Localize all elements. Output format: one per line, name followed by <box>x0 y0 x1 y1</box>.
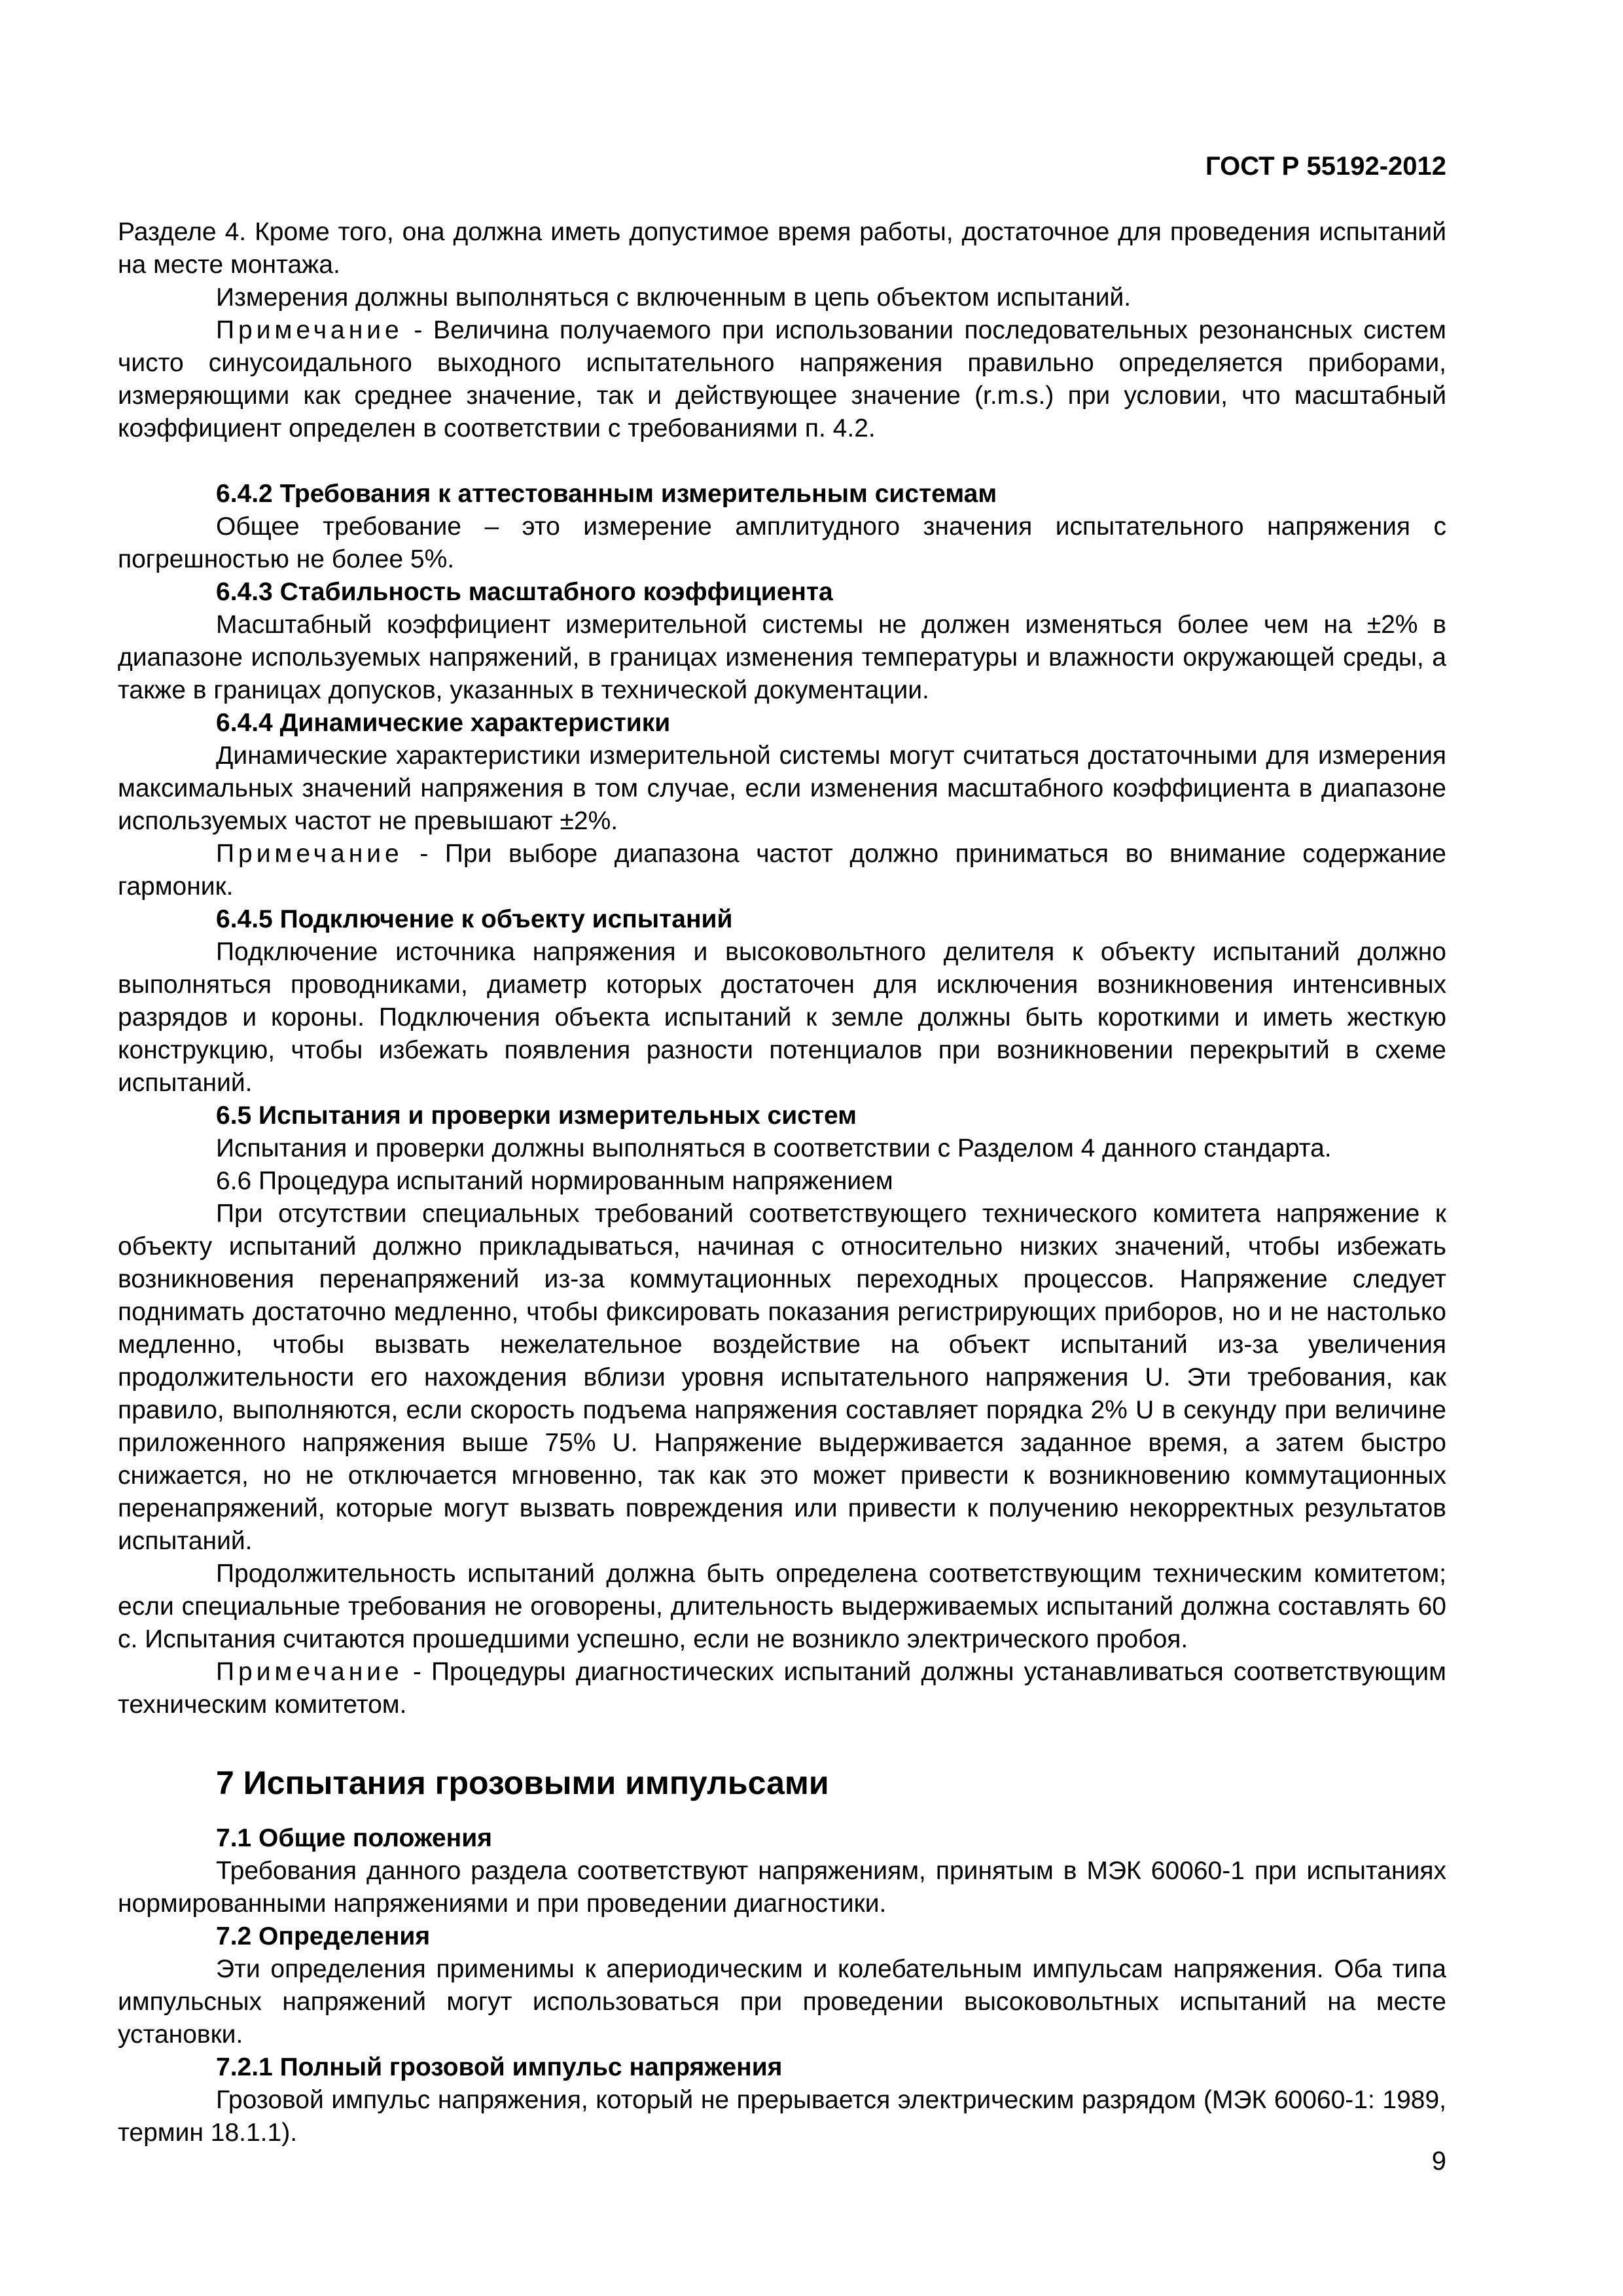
paragraph-7-2: Эти определения применимы к апериодическим и колебательным импульсам напряжения. Оба типа импульсных напряжений могут использоваться при проведении высоковольтных испытаний на месте установки. <box>118 1955 1446 2049</box>
paragraph-continuation: Разделе 4. Кроме того, она должна иметь допустимое время работы, достаточное для проведения испытаний на месте монтажа. <box>118 218 1446 279</box>
heading-6-4-5: 6.4.5 Подключение к объекту испытаний <box>216 905 733 933</box>
paragraph-6-6-procedure: При отсутствии специальных требований соответствующего технического комитета напряжение к объекту испытаний должно прикладываться, начиная с относительно низких значений, чтобы избежать возникновения перенапряжений из-за коммутационных переходных процессов. Напряжение следует поднимать достаточно медленно, чтобы фиксировать показания регистрирующих приборов, но и не настолько медленно, чтобы вызвать нежелательное воздействие на объект испытаний из-за увеличения продолжительности его нахождения вблизи уровня испытательного напряжения U. Эти требования, как правило, выполняются, если скорость подъема напряжения составляет порядка 2% U в секунду при величине приложенного напряжения выше 75% U. Напряжение выдерживается заданное время, а затем быстро снижается, но не отключается мгновенно, так как это может привести к возникновению коммутационных перенапряжений, которые могут вызвать повреждения или привести к получению некорректных результатов испытаний. <box>118 1200 1446 1555</box>
page-number: 9 <box>1431 2147 1446 2176</box>
paragraph-measurement: Измерения должны выполняться с включенным в цепь объектом испытаний. <box>216 283 1132 312</box>
note-text: - Величина получаемого при использовании последовательных резонансных систем чисто синусоидального выходного испытательного напряжения правильно определяется приборами, измеряющими как среднее значение, так и действующее значение (r.m.s.) при условии, что масштабный коэффициент определен в соответствии с требованиями п. 4.2. <box>118 316 1446 442</box>
note-label: Примечание <box>216 1658 403 1686</box>
heading-7-1: 7.1 Общие положения <box>216 1824 492 1852</box>
section-heading-7: 7 Испытания грозовыми импульсами <box>216 1765 829 1801</box>
heading-6-5: 6.5 Испытания и проверки измерительных систем <box>216 1102 857 1130</box>
paragraph-6-4-5: Подключение источника напряжения и высоковольтного делителя к объекту испытаний должно выполняться проводниками, диаметр которых достаточен для исключения возникновения интенсивных разрядов и короны. Подключения объекта испытаний к земле должны быть короткими и иметь жесткую конструкцию, чтобы избежать появления разности потенциалов при возникновении перекрытий в схеме испытаний. <box>118 938 1446 1097</box>
document-code: ГОСТ Р 55192-2012 <box>1205 152 1446 181</box>
note-label: Примечание <box>216 840 403 868</box>
paragraph-6-4-3: Масштабный коэффициент измерительной системы не должен изменяться более чем на ±2% в диапазоне используемых напряжений, в границах изменения температуры и влажности окружающей среды, а также в границах допусков, указанных в технической документации. <box>118 611 1446 704</box>
heading-7-2-1: 7.2.1 Полный грозовой импульс напряжения <box>216 2053 783 2081</box>
heading-6-6: 6.6 Процедура испытаний нормированным напряжением <box>216 1167 893 1195</box>
note-label: Примечание <box>216 316 403 344</box>
paragraph-7-2-1: Грозовой импульс напряжения, который не прерывается электрическим разрядом (МЭК 60060-1: 1989, термин 18.1.1). <box>118 2086 1446 2147</box>
heading-6-4-4: 6.4.4 Динамические характеристики <box>216 709 671 737</box>
paragraph-6-4-2: Общее требование – это измерение амплитудного значения испытательного напряжения с погрешностью не более 5%. <box>118 512 1446 573</box>
note-harmonics <box>118 838 1446 903</box>
paragraph-6-4-4: Динамические характеристики измерительной системы могут считаться достаточными для измерения максимальных значений напряжения в том случае, если изменения масштабного коэффициента в диапазоне используемых частот не превышают ±2%. <box>118 742 1446 835</box>
paragraph-6-6-duration: Продолжительность испытаний должна быть определена соответствующим техническим комитетом; если специальные требования не оговорены, длительность выдерживаемых испытаний должна составлять 60 с. Испытания считаются прошедшими успешно, если не возникло электрического пробоя. <box>118 1560 1446 1653</box>
note-text: - Процедуры диагностических испытаний должны устанавливаться соответствующим техническим комитетом. <box>118 1658 1446 1719</box>
paragraph-7-1: Требования данного раздела соответствуют напряжениям, принятым в МЭК 60060-1 при испытаниях нормированными напряжениями и при проведении диагностики. <box>118 1857 1446 1918</box>
heading-6-4-3: 6.4.3 Стабильность масштабного коэффициента <box>216 578 833 606</box>
heading-7-2: 7.2 Определения <box>216 1922 431 1950</box>
paragraph-6-5: Испытания и проверки должны выполняться в соответствии с Разделом 4 данного стандарта. <box>216 1134 1332 1162</box>
document-body <box>118 216 1446 2149</box>
note-resonant-systems <box>118 314 1446 445</box>
note-diagnostic <box>118 1656 1446 1721</box>
note-text: - При выборе диапазона частот должно приниматься во внимание содержание гармоник. <box>118 840 1446 901</box>
heading-6-4-2: 6.4.2 Требования к аттестованным измерительным системам <box>216 480 997 508</box>
